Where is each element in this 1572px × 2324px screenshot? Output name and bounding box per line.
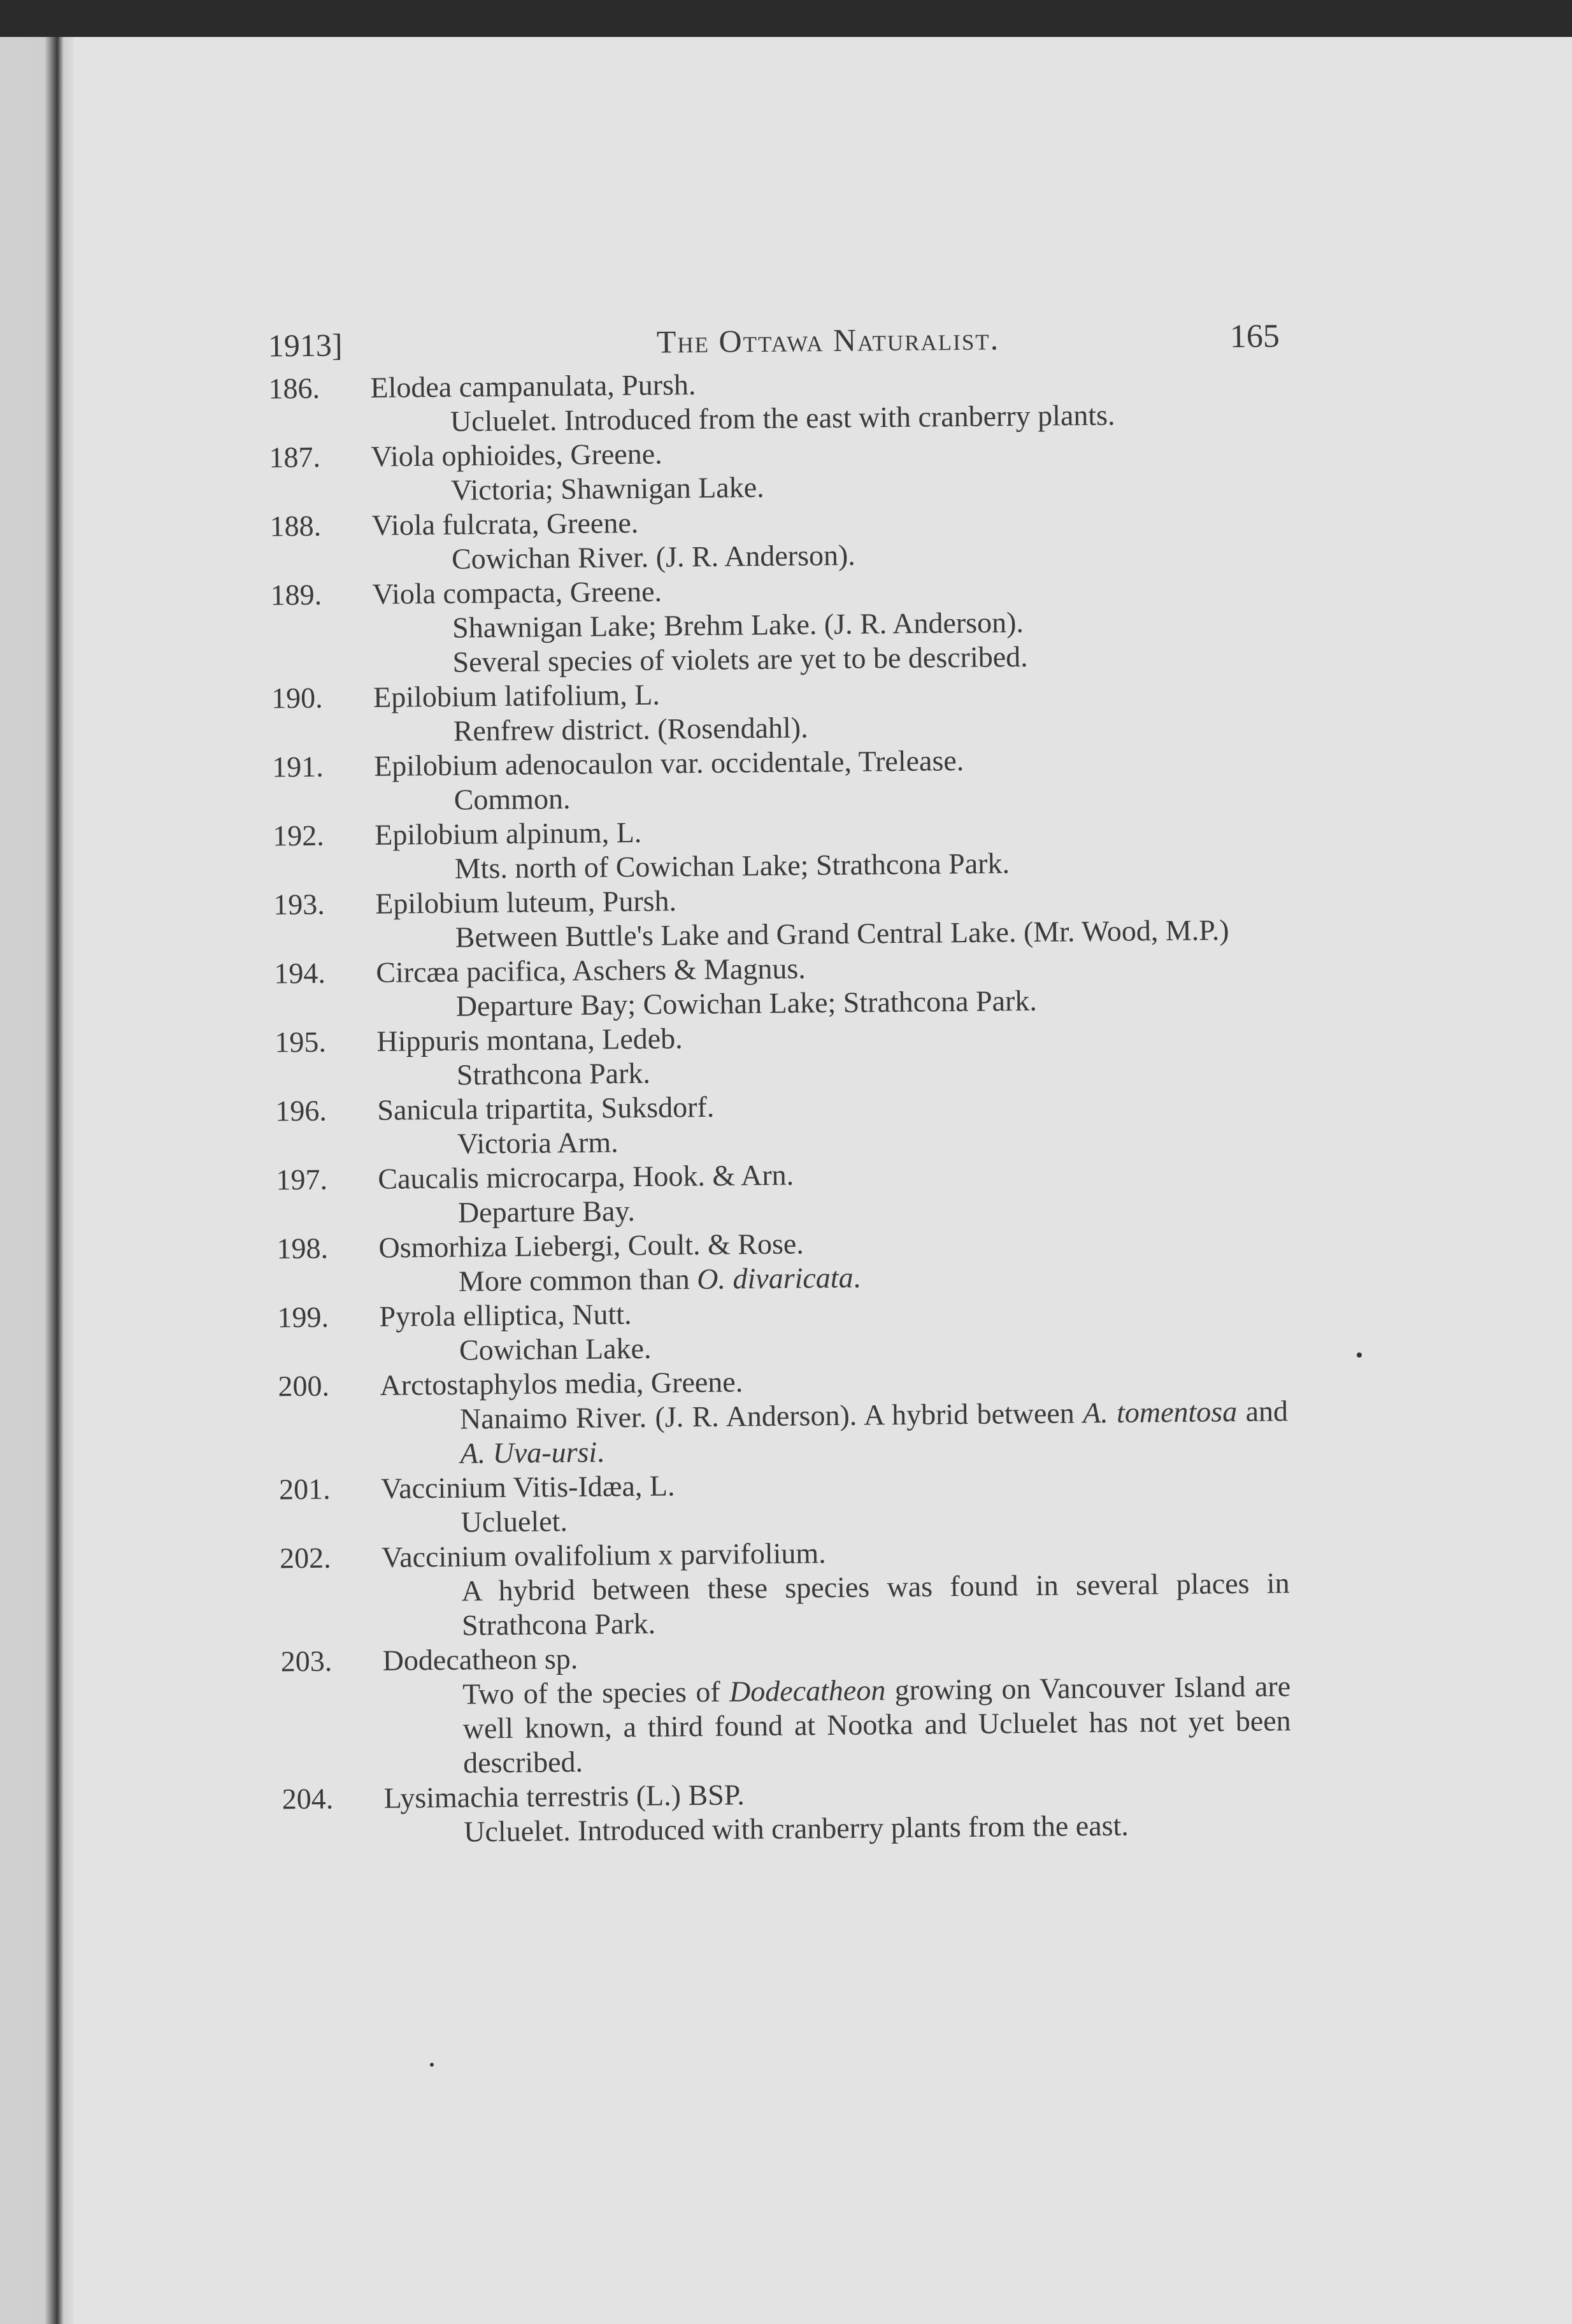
species-name: Pyrola elliptica, Nutt. — [379, 1298, 632, 1333]
species-name: Vaccinium ovalifolium x parvifolium. — [381, 1537, 826, 1574]
entry-note: Ucluelet. Introduced from the east with cranberry plants. — [450, 398, 1115, 438]
list-item — [177, 1463, 1324, 1542]
species-name: Viola compacta, Greene. — [372, 575, 662, 610]
entry-number: 187. — [269, 440, 321, 474]
entry-note: Victoria; Shawnigan Lake. — [450, 470, 764, 506]
page-number: 165 — [1229, 318, 1280, 355]
entry-note: Ucluelet. Introduced with cranberry plants from the east. — [464, 1809, 1129, 1848]
entry-note: Common. — [454, 782, 571, 816]
entry-note: Strathcona Park. — [456, 1056, 651, 1091]
species-name: Dodecatheon sp. — [382, 1642, 578, 1677]
entry-note: Several species of violets are yet to be described. — [452, 640, 1028, 678]
list-item — [175, 1222, 1322, 1302]
list-item — [176, 1359, 1323, 1474]
list-item — [170, 740, 1317, 820]
list-item — [180, 1772, 1327, 1852]
entry-note: Mts. north of Cowichan Lake; Strathcona Park. — [454, 847, 1010, 885]
entry-number: 186. — [268, 371, 320, 405]
entry-note: Two of the species of Dodecatheon growing on Vancouver Island are well known, a third found at Nootka and Ucluelet has not yet been described. — [462, 1670, 1291, 1779]
running-header — [166, 279, 1313, 364]
entry-note: A hybrid between these species was found in several places in Strathcona Park. — [461, 1567, 1290, 1642]
entry-number: 199. — [277, 1300, 329, 1334]
entry-number: 196. — [275, 1094, 327, 1128]
entry-note: Departure Bay; Cowichan Lake; Strathcona Park. — [455, 984, 1038, 1022]
entry-note: Victoria Arm. — [457, 1126, 618, 1160]
species-name: Epilobium adenocaulon var. occidentale, Trelease. — [373, 744, 964, 782]
speck-mark — [430, 2063, 434, 2067]
entry-number: 197. — [276, 1163, 328, 1196]
species-name: Elodea campanulata, Pursh. — [370, 368, 696, 404]
species-name: Viola fulcrata, Greene. — [371, 506, 639, 542]
species-name: Hippuris montana, Ledeb. — [376, 1022, 683, 1058]
entry-note: Nanaimo River. (J. R. Anderson). A hybrid between A. tomentosa and A. Uva-ursi. — [459, 1395, 1289, 1470]
species-name: Epilobium latifolium, L. — [373, 678, 661, 714]
list-item — [173, 1084, 1320, 1164]
entry-number: 193. — [273, 887, 325, 921]
entry-number: 203. — [280, 1644, 332, 1678]
species-name: Circæa pacifica, Aschers & Magnus. — [376, 952, 806, 989]
list-item — [166, 362, 1313, 441]
entry-number: 188. — [269, 509, 322, 543]
species-name: Viola ophioides, Greene. — [371, 437, 662, 473]
entry-number: 195. — [275, 1025, 327, 1059]
species-name: Vaccinium Vitis-Idæa, L. — [380, 1469, 675, 1505]
entry-note: Departure Bay. — [457, 1194, 636, 1229]
species-name: Sanicula tripartita, Suksdorf. — [377, 1090, 715, 1126]
entry-number: 190. — [271, 681, 323, 715]
entry-note: Cowichan Lake. — [459, 1331, 652, 1366]
entry-note: Cowichan River. (J. R. Anderson). — [451, 538, 856, 575]
entry-number: 204. — [282, 1782, 334, 1816]
entry-number: 202. — [279, 1541, 331, 1575]
list-item — [168, 568, 1315, 682]
list-item — [178, 1531, 1325, 1646]
entry-number: 191. — [271, 750, 324, 784]
entry-note: Shawnigan Lake; Brehm Lake. (J. R. Anderson). — [452, 606, 1024, 644]
entry-number: 192. — [272, 819, 324, 852]
list-item — [171, 809, 1318, 889]
species-name: Epilobium alpinum, L. — [374, 815, 642, 851]
entry-number: 198. — [276, 1231, 329, 1265]
entry-number: 201. — [278, 1472, 331, 1506]
list-item — [167, 431, 1314, 510]
journal-title: The Ottawa Naturalist. — [656, 320, 1000, 360]
list-item — [175, 1291, 1322, 1370]
page-binding-edge — [0, 37, 73, 2324]
species-name: Epilobium luteum, Pursh. — [375, 884, 677, 920]
header-year: 1913] — [268, 327, 343, 364]
list-item — [173, 1015, 1320, 1095]
species-list — [166, 362, 1327, 1852]
page-content — [166, 279, 1327, 1852]
species-name: Caucalis microcarpa, Hook. & Arn. — [378, 1158, 794, 1195]
list-item — [174, 1153, 1321, 1233]
entry-number: 200. — [278, 1369, 330, 1403]
entry-number: 194. — [274, 956, 326, 990]
entry-note: Renfrew district. (Rosendahl). — [453, 711, 808, 747]
entry-note: Ucluelet. — [461, 1505, 568, 1539]
list-item — [168, 499, 1315, 579]
entry-number: 189. — [270, 578, 322, 612]
species-name: Osmorhiza Liebergi, Coult. & Rose. — [378, 1227, 804, 1264]
entry-note: More common than O. divaricata. — [458, 1261, 861, 1298]
list-item — [172, 947, 1319, 1026]
speck-mark — [1357, 1352, 1362, 1358]
list-item — [178, 1635, 1326, 1783]
species-name: Arctostaphylos media, Greene. — [380, 1365, 743, 1402]
list-item — [171, 878, 1318, 958]
list-item — [169, 671, 1317, 751]
species-name: Lysimachia terrestris (L.) BSP. — [383, 1778, 745, 1814]
entry-note: Between Buttle's Lake and Grand Central Lake. (Mr. Wood, M.P.) — [455, 914, 1229, 954]
